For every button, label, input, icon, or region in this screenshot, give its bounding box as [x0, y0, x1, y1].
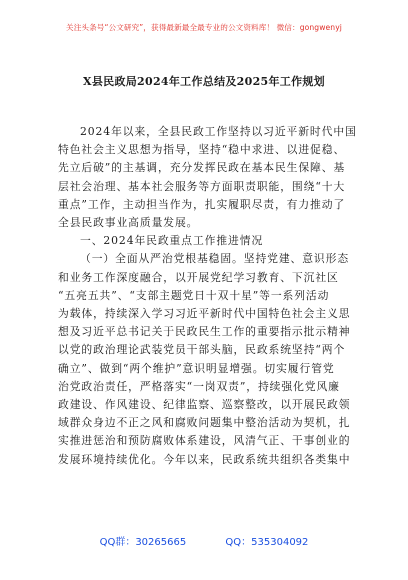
body-line: “五亮五共”、“支部主题党日十双十星”等一系列活动 — [58, 288, 330, 302]
body-line: 治党政治责任，严格落实“一岗双责”，持续强化党风廉 — [58, 379, 340, 393]
body-line: 全县民政事业高质量发展。 — [58, 216, 199, 229]
body-line: 层社会治理、基本社会服务等方面职责职能，围绕“十大 — [58, 179, 346, 193]
body-line: 域群众身边不正之风和腐败问题集中整治活动为契机，扎 — [58, 416, 351, 430]
body-line: 实推进惩治和预防腐败体系建设，风清气正、干事创业的 — [58, 434, 351, 448]
footer-contact — [0, 533, 408, 548]
body-line: 发展环境持续优化。今年以来，民政系统共组织各类集中 — [58, 452, 351, 466]
document-title: X县民政局2024年工作总结及2025年工作规划 — [83, 75, 325, 88]
body-line: 先立后破”的主基调，充分发挥民政在基本民生保障、基 — [58, 161, 346, 175]
body-line: 重点”工作，主动担当作为，扎实履职尽责，有力推动了 — [58, 197, 346, 211]
body-line: 和业务工作深度融合，以开展党纪学习教育、下沉社区 — [58, 270, 339, 284]
body-line: 以党的政治理论武装党员干部头脑，民政系统坚持“两个 — [58, 343, 346, 357]
body-line: 确立”、做到“两个维护”意识明显增强。切实履行管党 — [58, 361, 335, 375]
body-line: 一、2024年民政重点工作推进情况 — [80, 234, 264, 248]
body-line: 想及习近平总书记关于民政民生工作的重要指示批示精神 — [58, 325, 351, 339]
header-promo-note: 关注头条号“公文研究”，获得最新最全最专业的公文资料库！ 微信：gongwenyj — [66, 23, 342, 32]
body-line: （一）全面从严治党根基稳固。坚持党建、意识形态 — [80, 252, 350, 266]
body-line: 为载体，持续深入学习习近平新时代中国特色社会主义思 — [58, 307, 351, 320]
body-line: 政建设、作风建设、纪律监察、巡察整改，以开展民政领 — [58, 398, 351, 411]
footer-qq-group: QQ群：30265665 — [99, 537, 187, 548]
footer-qq: QQ：535304092 — [225, 537, 309, 548]
body-line: 2024年以来，全县民政工作坚持以习近平新时代中国 — [80, 125, 357, 138]
body-line: 特色社会主义思想为指导，坚持“稳中求进、以进促稳、 — [58, 143, 346, 157]
